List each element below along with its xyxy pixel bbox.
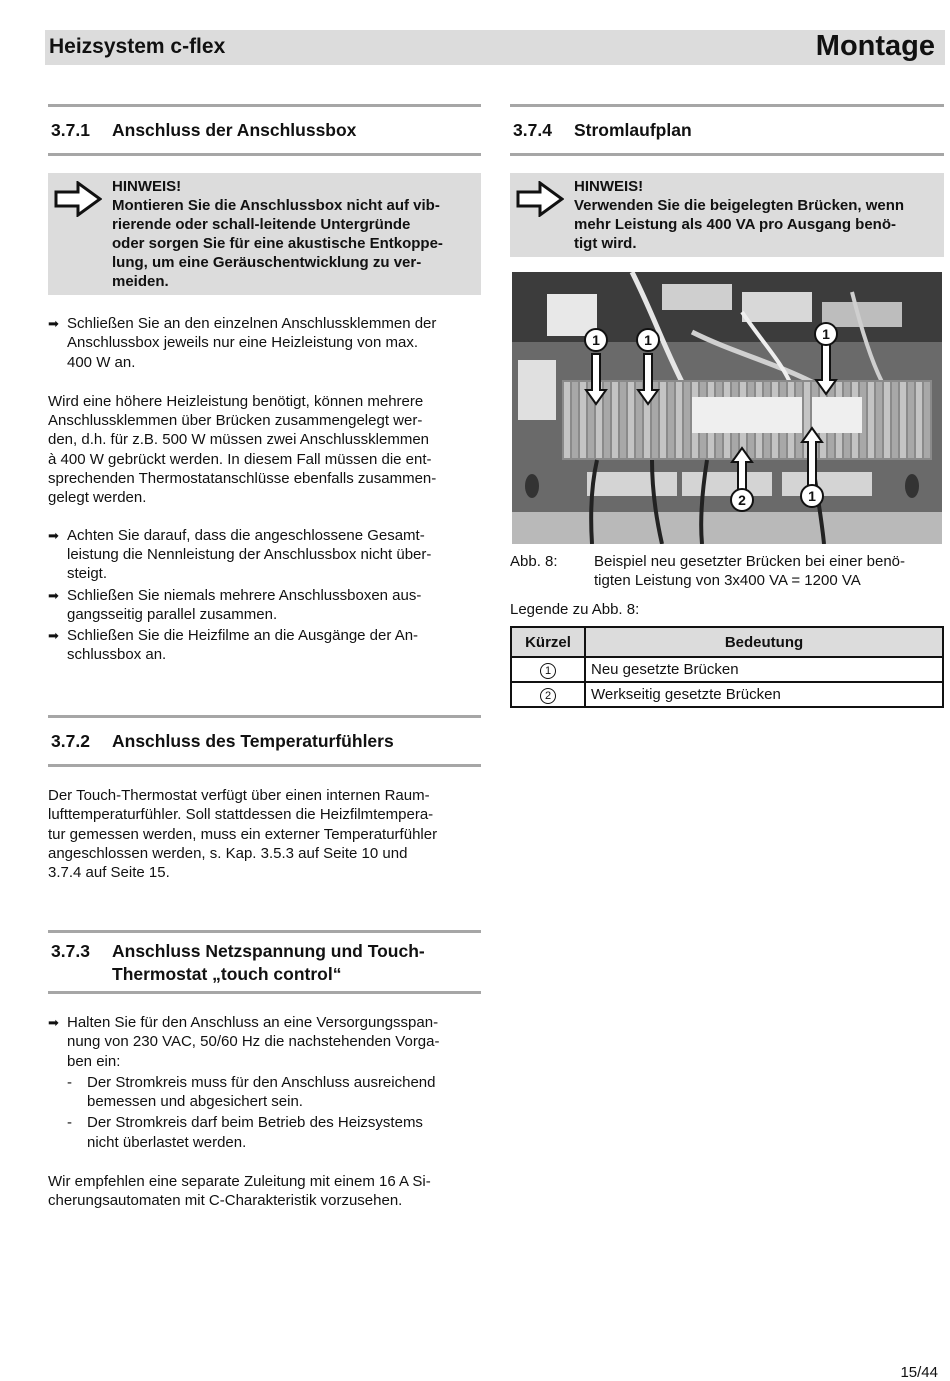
terminal-clamp bbox=[660, 382, 666, 458]
left-column bbox=[48, 104, 481, 665]
terminal-clamp bbox=[580, 382, 586, 458]
terminal-clamp bbox=[612, 382, 618, 458]
arrow-bullet-icon: ➡ bbox=[48, 1015, 59, 1030]
arrow-bullet-icon: ➡ bbox=[48, 628, 59, 644]
arrow-bullet-icon: ➡ bbox=[48, 587, 59, 603]
terminal-clamp bbox=[572, 382, 578, 458]
arrow-right-icon bbox=[54, 181, 102, 217]
section-heading-371: 3.7.1 Anschluss der Anschlussbox bbox=[48, 104, 481, 156]
connection-box-photo bbox=[512, 272, 942, 544]
list-item: ➡ Schließen Sie niemals mehrere Anschlussboxen aus- gangsseitig parallel zusammen. bbox=[48, 586, 422, 623]
terminal-clamp bbox=[684, 382, 690, 458]
left-column-373 bbox=[48, 930, 481, 1211]
legend-title: Legende zu Abb. 8: bbox=[510, 601, 640, 618]
photo-marker-1: 1 bbox=[822, 326, 830, 342]
notice-title: HINWEIS! bbox=[574, 178, 644, 195]
list-item: ➡ Halten Sie für den Anschluss an eine Versorgungsspan- nung von 230 VAC, 50/60 Hz die nachstehenden Vorga- ben ein: bbox=[48, 1014, 440, 1070]
list-item: ➡ Schließen Sie die Heizfilme an die Ausgänge der An- schlussbox an. bbox=[48, 627, 419, 664]
list-item: ➡ Schließen Sie an den einzelnen Anschlussklemmen der Anschlussbox jeweils nur eine Heizleistung von max. 400 W an. bbox=[48, 315, 437, 371]
section-title: Anschluss Netzspannung und Touch- Thermostat „touch control“ bbox=[112, 941, 425, 984]
legend-key: 1 bbox=[540, 663, 556, 679]
terminal-clamp bbox=[620, 382, 626, 458]
paragraph: Wir empfehlen eine separate Zuleitung mit einem 16 A Si- cherungsautomaten mit C-Charakteristik vorzusehen. bbox=[48, 1173, 431, 1210]
terminal-block-illustration bbox=[512, 272, 942, 544]
legend-table bbox=[510, 626, 944, 708]
document-title: Heizsystem c-flex bbox=[49, 35, 226, 58]
chapter-title: Montage bbox=[815, 30, 935, 62]
terminal-clamp bbox=[676, 382, 682, 458]
paragraph: Der Touch-Thermostat verfügt über einen internen Raum- lufttemperaturfühler. Soll stattdessen die Heizfilmtempera- tur gemessen werden, muss ein externer Temperaturfühler angeschlossen werden, s. Kap. 3.5.3 auf Seite 10 und 3.7.4 auf Seite 15. bbox=[48, 787, 438, 882]
terminal-clamp bbox=[908, 382, 914, 458]
arrow-bullet-icon: ➡ bbox=[48, 316, 59, 331]
arrow-bullet-icon: ➡ bbox=[48, 527, 59, 543]
left-column-372 bbox=[48, 715, 481, 882]
paragraph: Wird eine höhere Heizleistung benötigt, können mehrere Anschlussklemmen über Brücken zusammengelegt wer- den, d.h. für z.B. 500 W müssen zwei Anschlussklemmen à 400 W gebrückt werden. In diesem Fall müssen die ent- sprechenden Thermostatanschlüsse ebenfalls zusammen- gelegt werden. bbox=[48, 392, 437, 507]
section-title: Anschluss des Temperaturfühlers bbox=[112, 731, 394, 751]
arrow-right-icon bbox=[516, 181, 564, 217]
terminal-clamp bbox=[876, 382, 882, 458]
terminal-clamp bbox=[916, 382, 922, 458]
legend-key: 2 bbox=[540, 688, 556, 704]
terminal-clamp bbox=[628, 382, 634, 458]
terminal-clamp bbox=[868, 382, 874, 458]
photo-marker-1: 1 bbox=[592, 332, 600, 348]
section-heading-373: 3.7.3 Anschluss Netzspannung und Touch- Thermostat „touch control“ bbox=[48, 930, 481, 994]
table-header-row bbox=[511, 627, 943, 657]
column-header: Bedeutung bbox=[585, 627, 943, 657]
legend-text: Neu gesetzte Brücken bbox=[585, 657, 943, 682]
table-row bbox=[511, 657, 943, 682]
terminal-clamp bbox=[924, 382, 930, 458]
page-number: 15/44 bbox=[900, 1364, 938, 1381]
photo-marker-1: 1 bbox=[644, 332, 652, 348]
terminal-clamp bbox=[604, 382, 610, 458]
terminal-clamp bbox=[668, 382, 674, 458]
terminal-clamp bbox=[900, 382, 906, 458]
sub-list-item: - Der Stromkreis darf beim Betrieb des Heizsystems nicht überlastet werden. bbox=[67, 1114, 423, 1151]
section-heading-372: 3.7.2 Anschluss des Temperaturfühlers bbox=[48, 715, 481, 767]
terminal-clamp bbox=[564, 382, 570, 458]
page-header bbox=[45, 30, 945, 65]
section-title: Stromlaufplan bbox=[574, 120, 692, 140]
right-column bbox=[510, 104, 944, 257]
notice-title: HINWEIS! bbox=[112, 178, 182, 195]
column-header: Kürzel bbox=[511, 627, 585, 657]
section-title: Anschluss der Anschlussbox bbox=[112, 120, 357, 140]
notice-box: HINWEIS! Montieren Sie die Anschlussbox nicht auf vib- rierende oder schall-leitende Untergründe oder sorgen Sie für eine akustische Entkoppe- lung, um eine Geräuschentwicklung zu ver- meiden. bbox=[48, 173, 481, 295]
legend-text: Werkseitig gesetzte Brücken bbox=[585, 682, 943, 707]
sub-list-item: - Der Stromkreis muss für den Anschluss ausreichend bemessen und abgesichert sein. bbox=[67, 1073, 436, 1111]
photo-marker-2: 2 bbox=[738, 492, 746, 508]
photo-marker-1: 1 bbox=[808, 488, 816, 504]
section-heading-374: 3.7.4 Stromlaufplan bbox=[510, 104, 944, 156]
terminal-clamp bbox=[884, 382, 890, 458]
terminal-clamp bbox=[892, 382, 898, 458]
notice-box: HINWEIS! Verwenden Sie die beigelegten Brücken, wenn mehr Leistung als 400 VA pro Ausgang benö- tigt wird. bbox=[510, 173, 944, 257]
list-item: ➡ Achten Sie darauf, dass die angeschlossene Gesamt- leistung die Nennleistung der Anschlussbox nicht über- steigt. bbox=[48, 526, 432, 583]
table-row bbox=[511, 682, 943, 707]
figure-caption: Abb. 8: Beispiel neu gesetzter Brücken bei einer benö- tigten Leistung von 3x400 VA = 1200 VA bbox=[510, 553, 906, 590]
